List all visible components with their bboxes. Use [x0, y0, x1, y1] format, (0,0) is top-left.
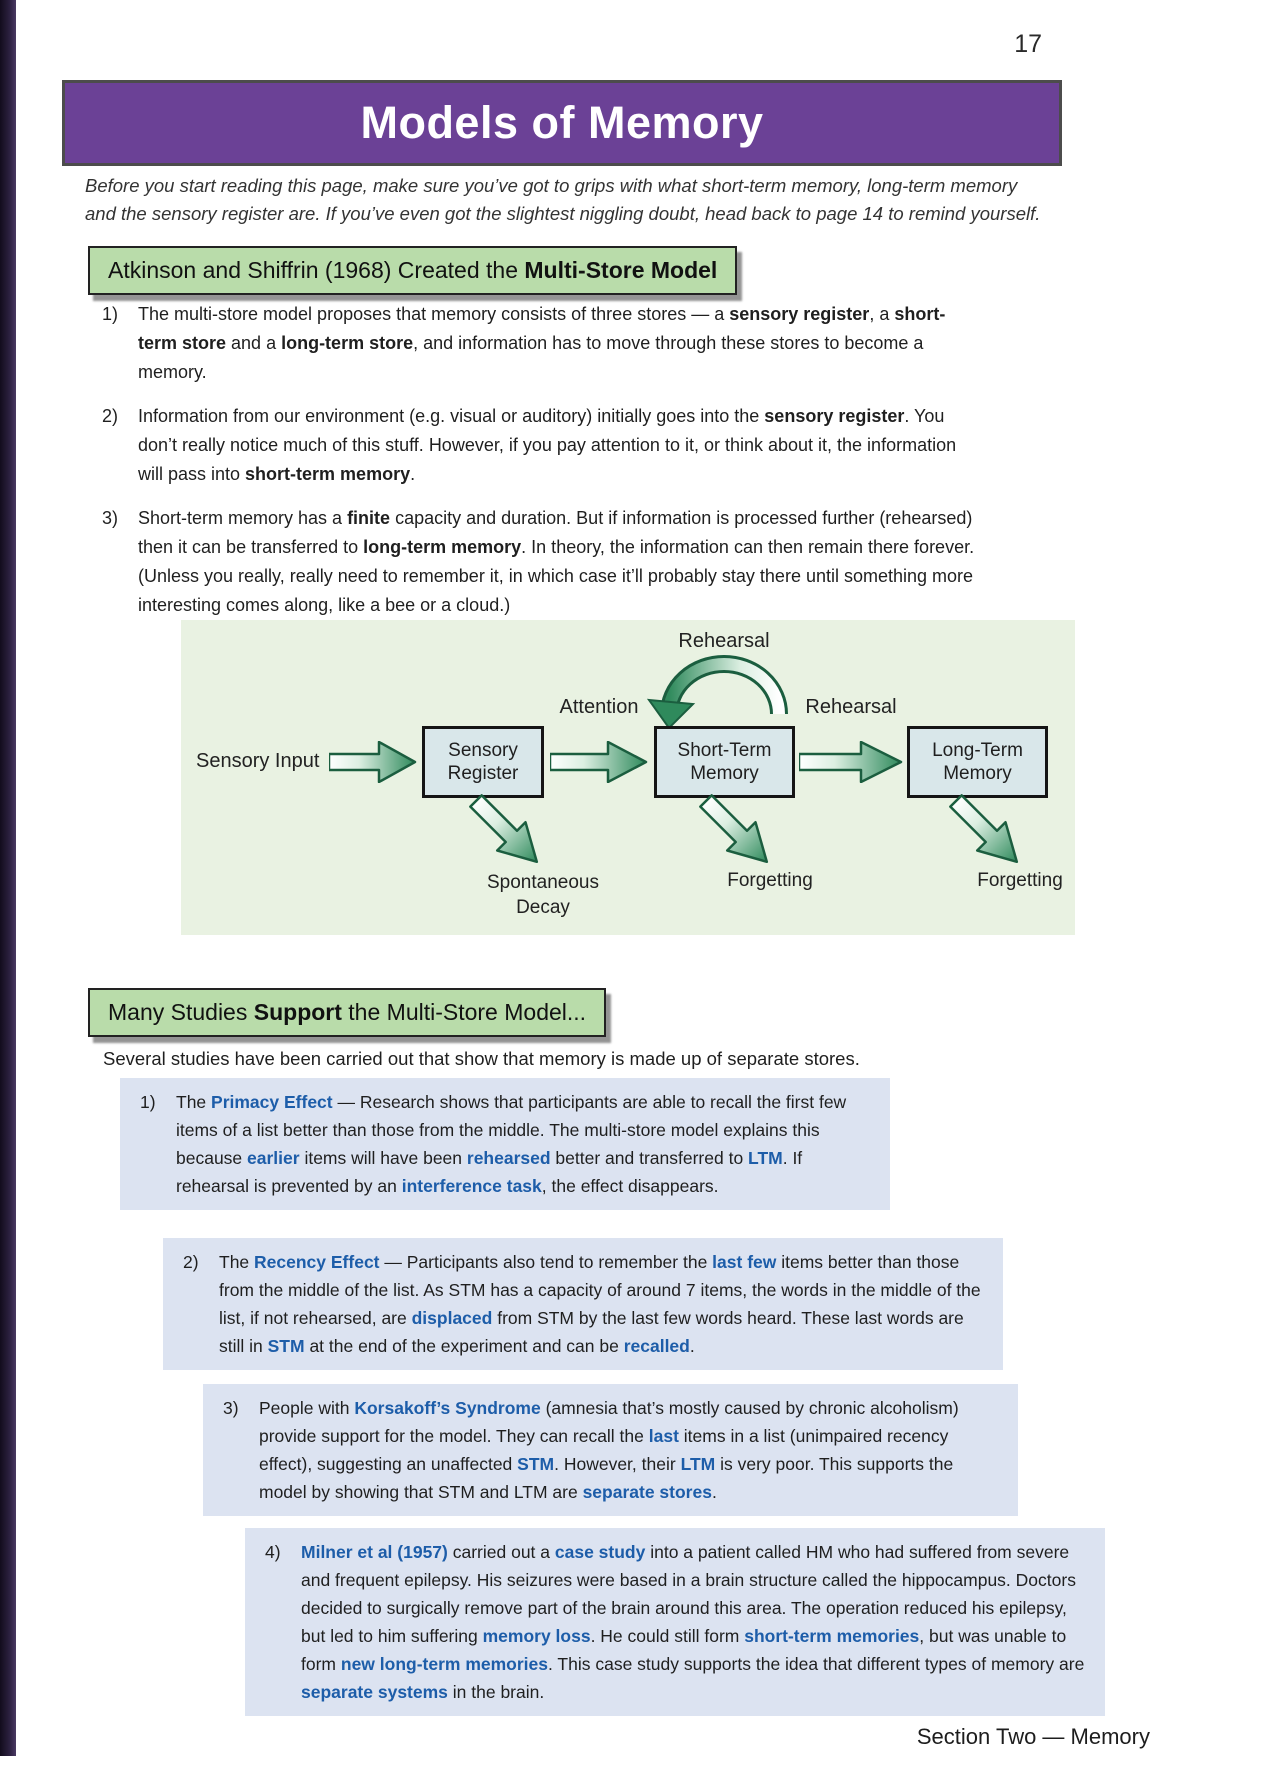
diagram-box-label: Long-Term — [932, 740, 1023, 761]
diagram-label-sensory-input: Sensory Input — [196, 750, 320, 772]
diagram-box-label: Memory — [690, 763, 759, 784]
list-item — [102, 300, 982, 387]
list-item-text: Information from our environment (e.g. visual or auditory) initially goes into the sensory register. You don’t really notice much of this stuff. However, if you pay attention to it, or think about it, the information will pass into short-term memory. — [138, 406, 957, 484]
list-item-number: 3) — [102, 508, 119, 528]
page-number: 17 — [1014, 30, 1042, 58]
study-text: The Recency Effect — Participants also tend to remember the last few items better than those from the middle of the list. As STM has a capacity of around 7 items, the words in the middle of the list, if not rehearsed, are displaced from STM by the last few words heard. These last words are still in STM at the end of the experiment and can be recalled. — [219, 1252, 981, 1356]
arrow-right-icon — [329, 741, 417, 783]
page-title-banner — [62, 80, 1062, 166]
study-number: 2) — [183, 1252, 199, 1272]
section2-lead-text: Several studies have been carried out that show that memory is made up of separate stores. — [103, 1048, 860, 1069]
diagram-label-attention: Attention — [559, 696, 639, 718]
diagram-label-rehearsal-loop: Rehearsal — [678, 630, 770, 652]
list-item-text: The multi-store model proposes that memory consists of three stores — a sensory register, a short-term store and a long-term store, and information has to move through these stores to become a memory. — [138, 304, 946, 382]
study-number: 3) — [223, 1398, 239, 1418]
multi-store-diagram — [181, 620, 1075, 935]
diagram-box-label: Short-Term — [677, 740, 772, 761]
diagram-label-rehearsal-arrow: Rehearsal — [805, 696, 897, 718]
diagram-label-forgetting-ltm: Forgetting — [977, 870, 1063, 891]
list-item — [102, 504, 982, 620]
arrow-diagonal-icon — [948, 780, 1028, 880]
study-text: People with Korsakoff’s Syndrome (amnesia that’s mostly caused by chronic alcoholism) provide support for the model. They can recall the last items in a list (unimpaired recency effect), suggesting an unaffected STM. However, their LTM is very poor. This supports the model by showing that STM and LTM are separate stores. — [259, 1398, 959, 1502]
study-text: Milner et al (1957) carried out a case study into a patient called HM who had suffered from severe and frequent epilepsy. His seizures were based in a brain structure called the hippocampus. Doctors decided to surgically remove part of the brain around this area. The operation reduced his epilepsy, but led to him suffering memory loss. He could still form short-term memories, but was unable to form new long-term memories. This case study supports the idea that different types of memory are separate systems in the brain. — [301, 1542, 1085, 1702]
section2-heading: Many Studies Support the Multi-Store Model... — [88, 988, 606, 1037]
book-spine-edge — [0, 0, 16, 1756]
list-item — [102, 402, 982, 489]
arrow-right-icon — [799, 741, 903, 783]
intro-note: Before you start reading this page, make sure you’ve got to grips with what short-term memory, long-term memory and the sensory register are. If you’ve even got the slightest niggling doubt, head back to page 14 to remind yourself. — [85, 175, 1041, 224]
diagram-box-label: Sensory — [448, 740, 518, 761]
multi-store-points-list — [102, 300, 982, 635]
arrow-right-icon — [550, 741, 648, 783]
diagram-label-line: Decay — [516, 897, 570, 918]
study-box-korsakoffs-syndrome — [203, 1384, 1018, 1516]
diagram-label-forgetting-stm: Forgetting — [727, 870, 813, 891]
list-item-number: 1) — [102, 304, 119, 324]
list-item-text: Short-term memory has a finite capacity and duration. But if information is processed further (rehearsed) then it can be transferred to long-term memory. In theory, the information can then remain there forever. (Unless you really, really need to remember it, in which case it’ll probably stay there until something more interesting comes along, like a bee or a cloud.) — [138, 508, 975, 615]
diagram-box-label: Register — [447, 763, 519, 784]
footer-section-label: Section Two — Memory — [916, 1724, 1150, 1749]
arrow-diagonal-icon — [468, 780, 548, 880]
rehearsal-loop-arrow-icon — [639, 636, 809, 732]
diagram-box-label: Memory — [943, 763, 1012, 784]
study-number: 1) — [140, 1092, 156, 1112]
study-box-primacy-effect — [120, 1078, 890, 1210]
diagram-label-line: Spontaneous — [487, 872, 599, 893]
page-title: Models of Memory — [360, 97, 764, 148]
study-box-milner-case-study — [245, 1528, 1105, 1716]
study-text: The Primacy Effect — Research shows that participants are able to recall the first few items of a list better than those from the middle. The multi-store model explains this because earlier items will have been rehearsed better and transferred to LTM. If rehearsal is prevented by an interference task, the effect disappears. — [176, 1092, 847, 1196]
list-item-number: 2) — [102, 406, 119, 426]
study-box-recency-effect — [163, 1238, 1003, 1370]
study-number: 4) — [265, 1542, 281, 1562]
diagram-label-spontaneous-decay — [463, 870, 623, 920]
arrow-diagonal-icon — [698, 780, 778, 880]
section1-heading: Atkinson and Shiffrin (1968) Created the Multi-Store Model — [88, 246, 737, 295]
